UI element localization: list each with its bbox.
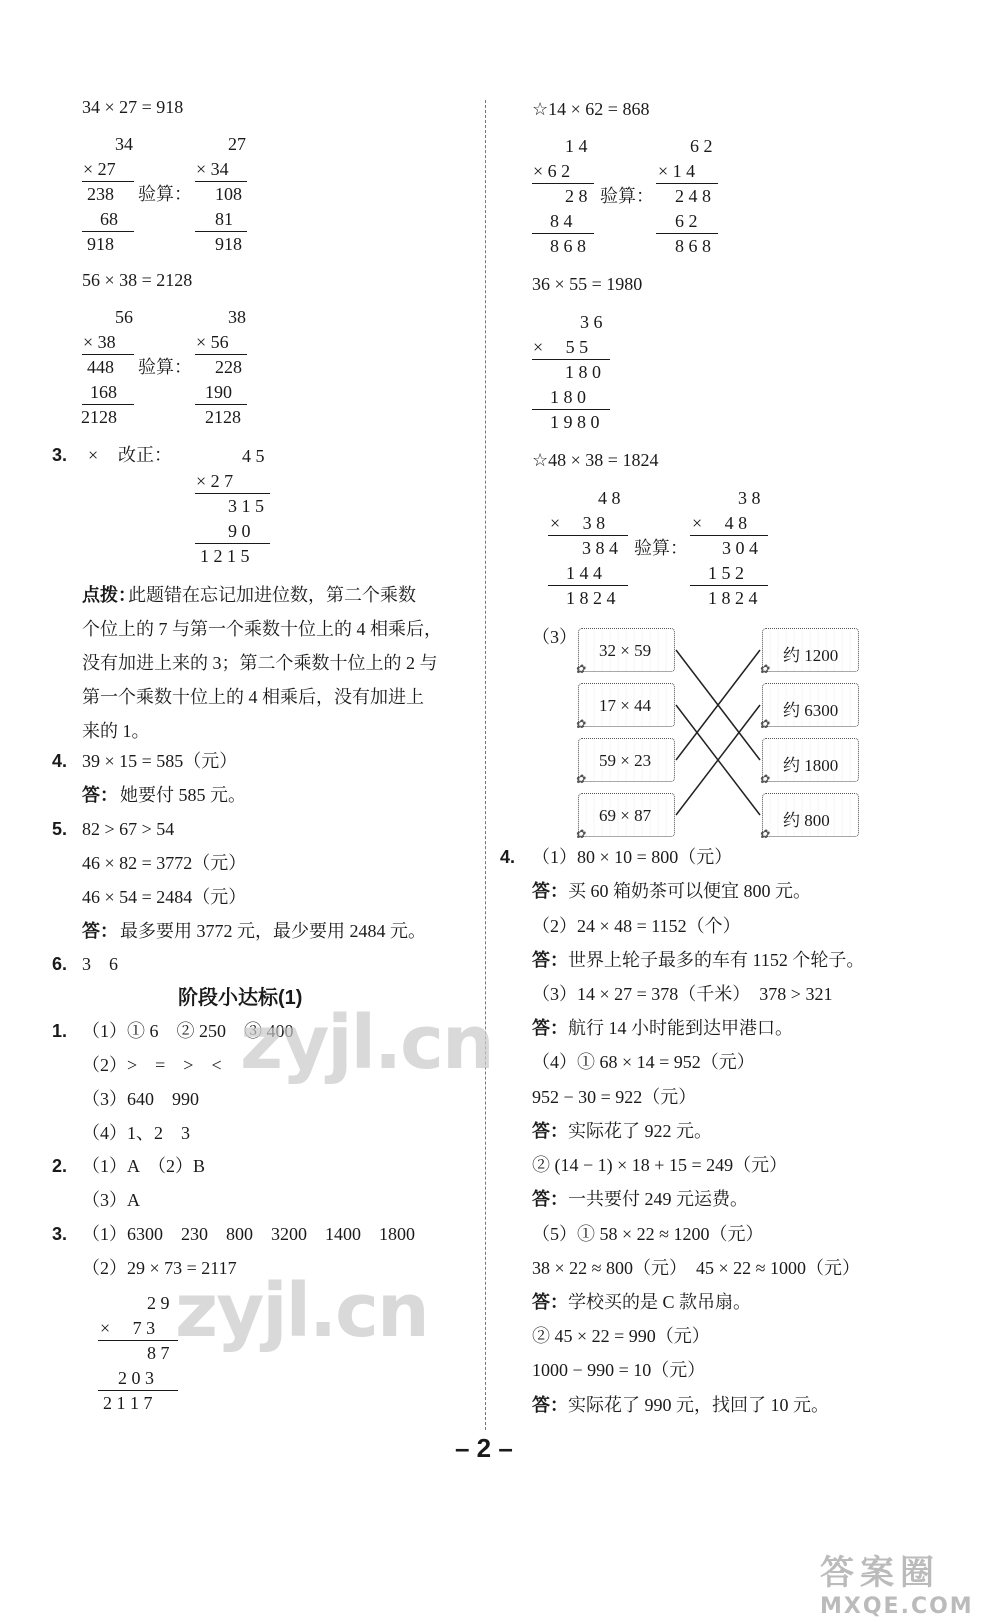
hint-line: 第一个乘数十位上的 4 相乘后，没有加进上 [82, 687, 424, 707]
verify-label: 验算： [634, 538, 688, 558]
match-right-text: 约 1200 [783, 646, 839, 665]
answer-text: 实际花了 990 元，找回了 10 元。 [568, 1395, 829, 1415]
verify-partial: 1 5 2 [708, 563, 744, 583]
verify-partial: 2 4 8 [675, 186, 711, 206]
verify-result: 1 8 2 4 [708, 588, 758, 608]
verify-result: 2128 [205, 407, 241, 427]
match-right-text: 约 6300 [783, 701, 839, 720]
equation: 36 × 55 = 1980 [532, 274, 643, 294]
verify-result: 918 [215, 234, 242, 254]
verify-label: 验算： [138, 184, 192, 204]
question-number: 5. [52, 819, 68, 839]
watermark: zyjl.cn [240, 1000, 493, 1086]
answer-label: 答： [82, 921, 118, 941]
verify-partial: 3 0 4 [722, 538, 758, 558]
answer-line: （3）640 990 [82, 1089, 199, 1109]
multiplicand: 4 5 [242, 446, 265, 466]
partial-product: 2 8 [565, 186, 588, 206]
verify-multiplicand: 38 [228, 307, 246, 327]
partial-product: 9 0 [228, 521, 251, 541]
equation: （5）① 58 × 22 ≈ 1200（元） [532, 1224, 764, 1244]
equation: 39 × 15 = 585（元） [82, 751, 238, 771]
multiplicand: 1 4 [565, 136, 588, 156]
answer-line: （3）A [82, 1190, 140, 1210]
sub-question-label: （3） [532, 627, 577, 647]
equation: ② 45 × 22 = 990（元） [532, 1326, 710, 1346]
equation: （2）24 × 48 = 1152（个） [532, 916, 741, 936]
equation: 952 − 30 = 922（元） [532, 1087, 697, 1107]
multiplier: × 7 3 [100, 1318, 156, 1338]
partial-product: 3 8 4 [582, 538, 618, 558]
question-number: 2. [52, 1156, 68, 1176]
comparison: 82 > 67 > 54 [82, 819, 175, 839]
flower-icon: ✿ [759, 662, 770, 676]
multiplicand: 34 [115, 134, 133, 154]
answer-text: 实际花了 922 元。 [568, 1121, 712, 1141]
logo-url: MXQE.COM [820, 1594, 974, 1619]
answer-label: 答： [532, 1292, 568, 1312]
answer-line: （2）> = > < [82, 1055, 222, 1075]
flower-icon: ✿ [575, 772, 586, 786]
result: 8 6 8 [550, 236, 586, 256]
verify-label: 验算： [600, 186, 654, 206]
answer-label: 答： [532, 881, 568, 901]
answer-line: （1）A （2）B [82, 1156, 206, 1176]
verify-multiplier: × 1 4 [658, 161, 696, 181]
verify-multiplier: × 4 8 [692, 513, 748, 533]
match-left-text: 17 × 44 [599, 696, 652, 715]
equation: 34 × 27 = 918 [82, 97, 184, 117]
flower-icon: ✿ [759, 772, 770, 786]
equation: ☆48 × 38 = 1824 [532, 450, 659, 470]
result: 918 [87, 234, 114, 254]
multiplier: × 3 8 [550, 513, 606, 533]
equation: （4）① 68 × 14 = 952（元） [532, 1052, 755, 1072]
partial-product: 168 [90, 382, 117, 402]
flower-icon: ✿ [575, 717, 586, 731]
answer-label: 答： [532, 1121, 568, 1141]
partial-product: 448 [87, 357, 114, 377]
answer-text: 世界上轮子最多的车有 1152 个轮子。 [568, 950, 865, 970]
answer-text: 她要付 585 元。 [120, 785, 246, 805]
watermark: zyjl.cn [175, 1268, 428, 1354]
result: 1 8 2 4 [566, 588, 616, 608]
verify-result: 8 6 8 [675, 236, 711, 256]
match-left-text: 32 × 59 [599, 641, 652, 660]
question-number: 3. [52, 1224, 68, 1244]
answer-text: 航行 14 小时能到达甲港口。 [568, 1018, 793, 1038]
wrong-mark: × [88, 445, 99, 465]
verify-label: 验算： [138, 357, 192, 377]
match-left-text: 59 × 23 [599, 751, 652, 770]
result: 2128 [81, 407, 117, 427]
partial-product: 1 8 0 [550, 387, 586, 407]
multiplicand: 2 9 [147, 1293, 170, 1313]
answer-text: 学校买的是 C 款吊扇。 [568, 1292, 752, 1312]
result: 2 1 1 7 [103, 1393, 153, 1413]
partial-product: 2 0 3 [118, 1368, 154, 1388]
partial-product: 1 8 0 [565, 362, 601, 382]
flower-icon: ✿ [759, 827, 770, 841]
equation: ☆14 × 62 = 868 [532, 99, 650, 119]
question-number: 6. [52, 954, 68, 974]
hint-line: 没有加进上来的 3；第二个乘数十位上的 2 与 [82, 653, 438, 673]
question-number: 4. [500, 847, 516, 867]
multiplicand: 3 6 [580, 312, 603, 332]
answer-label: 答： [82, 785, 118, 805]
match-right-text: 约 1800 [783, 756, 839, 775]
verify-partial: 6 2 [675, 211, 698, 231]
multiplier: × 2 7 [196, 471, 234, 491]
partial-product: 68 [100, 209, 118, 229]
verify-partial: 228 [215, 357, 242, 377]
equation: 56 × 38 = 2128 [82, 270, 193, 290]
match-right-text: 约 800 [783, 811, 830, 830]
logo-text: 答案圈 [820, 1553, 940, 1593]
verify-partial: 190 [205, 382, 232, 402]
equation: 46 × 82 = 3772（元） [82, 853, 247, 873]
answer-text: 最多要用 3772 元，最少要用 2484 元。 [120, 921, 426, 941]
answer-line: （1）① 6 ② 250 ③ 400 [82, 1021, 294, 1041]
answer-text: 一共要付 249 元运费。 [568, 1189, 748, 1209]
partial-product: 3 1 5 [228, 496, 264, 516]
equation: 38 × 22 ≈ 800（元） 45 × 22 ≈ 1000（元） [532, 1258, 861, 1278]
partial-product: 8 4 [550, 211, 573, 231]
answer-line: （4）1、2 3 [82, 1123, 190, 1143]
hint-line: 此题错在忘记加进位数，第二个乘数 [128, 585, 416, 605]
equation: （3）14 × 27 = 378（千米） 378 > 321 [532, 984, 833, 1004]
verify-partial: 81 [215, 209, 233, 229]
question-number: 1. [52, 1021, 68, 1041]
verify-multiplicand: 3 8 [738, 488, 761, 508]
result: 1 2 1 5 [200, 546, 250, 566]
answer-label: 答： [532, 1395, 568, 1415]
site-logo [820, 1545, 990, 1619]
match-left-text: 69 × 87 [599, 806, 652, 825]
correction-label: 改正： [118, 445, 172, 465]
verify-multiplicand: 6 2 [690, 136, 713, 156]
multiplier: × 5 5 [533, 337, 589, 357]
equation: 46 × 54 = 2484（元） [82, 887, 247, 907]
multiplier: × 27 [83, 159, 116, 179]
answer-text: 买 60 箱奶茶可以便宜 800 元。 [568, 881, 811, 901]
multiplier: × 38 [83, 332, 116, 352]
equation: （1）80 × 10 = 800（元） [532, 847, 733, 867]
hint-label: 点拨： [82, 585, 136, 605]
verify-partial: 108 [215, 184, 242, 204]
answer-label: 答： [532, 950, 568, 970]
answer-text: 3 6 [82, 954, 118, 974]
verify-multiplicand: 27 [228, 134, 246, 154]
multiplier: × 6 2 [533, 161, 571, 181]
partial-product: 238 [87, 184, 114, 204]
hint-line: 个位上的 7 与第一个乘数十位上的 4 相乘后， [82, 619, 442, 639]
result: 1 9 8 0 [550, 412, 600, 432]
verify-multiplier: × 56 [196, 332, 229, 352]
partial-product: 8 7 [147, 1343, 170, 1363]
answer-label: 答： [532, 1018, 568, 1038]
equation: 1000 − 990 = 10（元） [532, 1360, 706, 1380]
hint-line: 来的 1。 [82, 721, 150, 741]
flower-icon: ✿ [575, 827, 586, 841]
verify-multiplier: × 34 [196, 159, 229, 179]
question-number: 3. [52, 445, 68, 465]
equation: ② (14 − 1) × 18 + 15 = 249（元） [532, 1155, 788, 1175]
question-number: 4. [52, 751, 68, 771]
flower-icon: ✿ [759, 717, 770, 731]
multiplicand: 4 8 [598, 488, 621, 508]
answer-line: （2）29 × 73 = 2117 [82, 1258, 237, 1278]
section-title: 阶段小达标(1) [178, 987, 303, 1009]
answer-label: 答： [532, 1189, 568, 1209]
partial-product: 1 4 4 [566, 563, 602, 583]
flower-icon: ✿ [575, 662, 586, 676]
page-number: – 2 – [455, 1433, 513, 1463]
multiplicand: 56 [115, 307, 133, 327]
answer-line: （1）6300 230 800 3200 1400 1800 [82, 1224, 415, 1244]
